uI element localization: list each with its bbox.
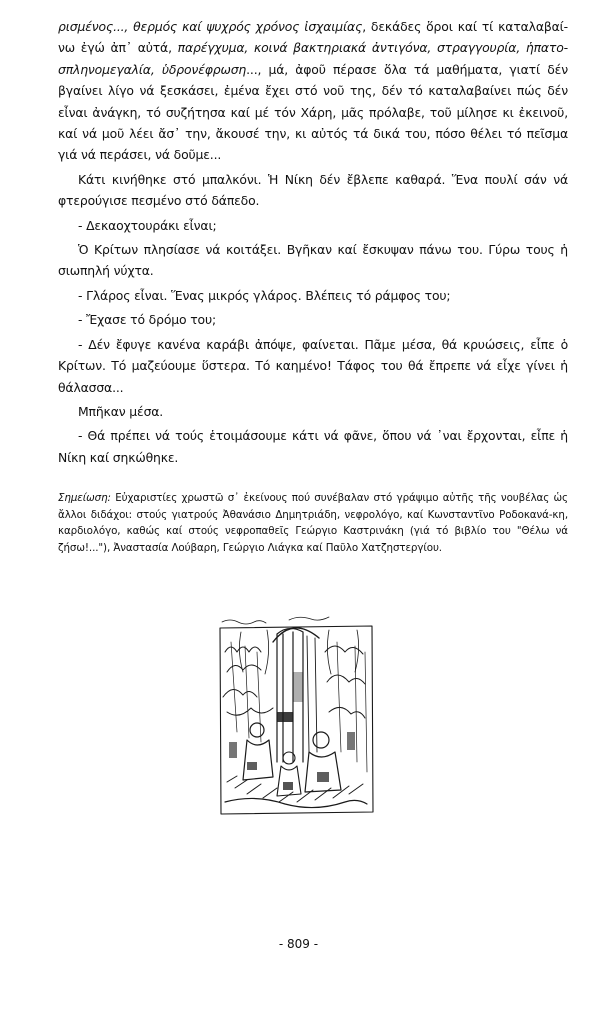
dialogue-line-3: - Ἔχασε τό δρόμο του; bbox=[78, 312, 216, 328]
dialogue-line-2: - Γλάρος εἶναι. Ἕνας μικρός γλάρος. Βλέπεις τό ράμφος του; bbox=[78, 287, 451, 303]
body-text bbox=[58, 16, 568, 471]
page-number: - 809 - bbox=[278, 937, 319, 951]
ink-sketch-illustration bbox=[217, 612, 375, 818]
text-run: ..., μά, ἀφοῦ πέρασε ὅλα τά μαθήματα, γιατί δέν βγαίνει λίγο νά ξεσκάσει, ἐμένα ἔχει στό νοῦ της, δέν τό καταλαβαίνει πώς δέν εἶναι ἀνάγκη, τό συζήτησα καί μέ τόν Χάρη, μᾶς πρόλαβε, τοῦ μίλησε κι ἐκεινοῦ, καί νά μοῦ λέει ἄσ᾽ την, ἄκουσέ την, κι αὐτός τά δικά του, πόσο θέλει τό πεῖσμα γιά νά περάσει, νά δοῦμε... bbox=[58, 61, 568, 163]
note-text: Εὐχαριστίες χρωστῶ σ᾽ ἐκείνους πού συνέβαλαν στό γράψιμο αὐτῆς τῆς νουβέλας ὡς ἄλλοι διδάχοι: στούς γιατρούς Ἀθανάσιο Δημητριάδη, νεφρολόγο, καί Κωνσταντῖνο Ροδοκανά-κη, καρδιολόγο, καθώς καί στούς νεφροπαθεῖς Γεώργιο Καστρινάκη (γιά τό βιβλίο του "Θέλω νά ζήσω!..."), Ἀναστασία Λούβαρη, Γεώργιο Λιάγκα καί Παῦλο Χατζηστεργίου. bbox=[58, 492, 568, 554]
dialogue-line-1: - Δεκαοχτουράκι εἶναι; bbox=[78, 217, 217, 233]
dialogue-line-4: - Δέν ἔφυγε κανένα καράβι ἀπόψε, φαίνεται. Πᾶμε μέσα, θά κρυώσεις, εἶπε ὁ Κρίτων. Τό μαζεύουμε ὕστερα. Τό καημένο! Τάφος του θά ἔπρεπε νά εἶχε γίνει ἡ θάλασσα... bbox=[58, 336, 568, 395]
paragraph-8: Μπῆκαν μέσα. bbox=[78, 403, 164, 419]
italic-run: ρισμένος..., θερμός καί ψυχρός χρόνος ἰσχαιμίας bbox=[58, 19, 363, 34]
text-run: , δεκάδες ὅροι καί τί καταλαβαί-νω ἐγώ ἀπ᾽ αὐτά, bbox=[58, 19, 568, 56]
paragraph-4: Ὁ Κρίτων πλησίασε νά κοιτάξει. Βγῆκαν καί ἔσκυψαν πάνω του. Γύρω τους ἡ σιωπηλή νύχτα. bbox=[58, 242, 568, 279]
paragraph-2: Κάτι κινήθηκε στό μπαλκόνι. Ἡ Νίκη δέν ἔβλεπε καθαρά. Ἕνα πουλί σάν νά φτερούγισε πεσμένο στό δάπεδο. bbox=[58, 171, 568, 209]
paragraph-1 bbox=[58, 16, 568, 166]
dialogue-line-5: - Θά πρέπει νά τούς ἑτοιμάσουμε κάτι νά φᾶνε, ὅπου νά ᾽ναι ἔρχονται, εἶπε ἡ Νίκη καί σηκώθηκε. bbox=[58, 428, 568, 465]
note-label: Σημείωση: bbox=[58, 492, 111, 504]
author-note bbox=[58, 490, 568, 556]
italic-run: παρέγχυμα, κοινά βακτηριακά ἀντιγόνα, στραγγουρία, ἡπατο-σπληνομεγαλία, ὑδρονέφρωση bbox=[58, 40, 568, 77]
